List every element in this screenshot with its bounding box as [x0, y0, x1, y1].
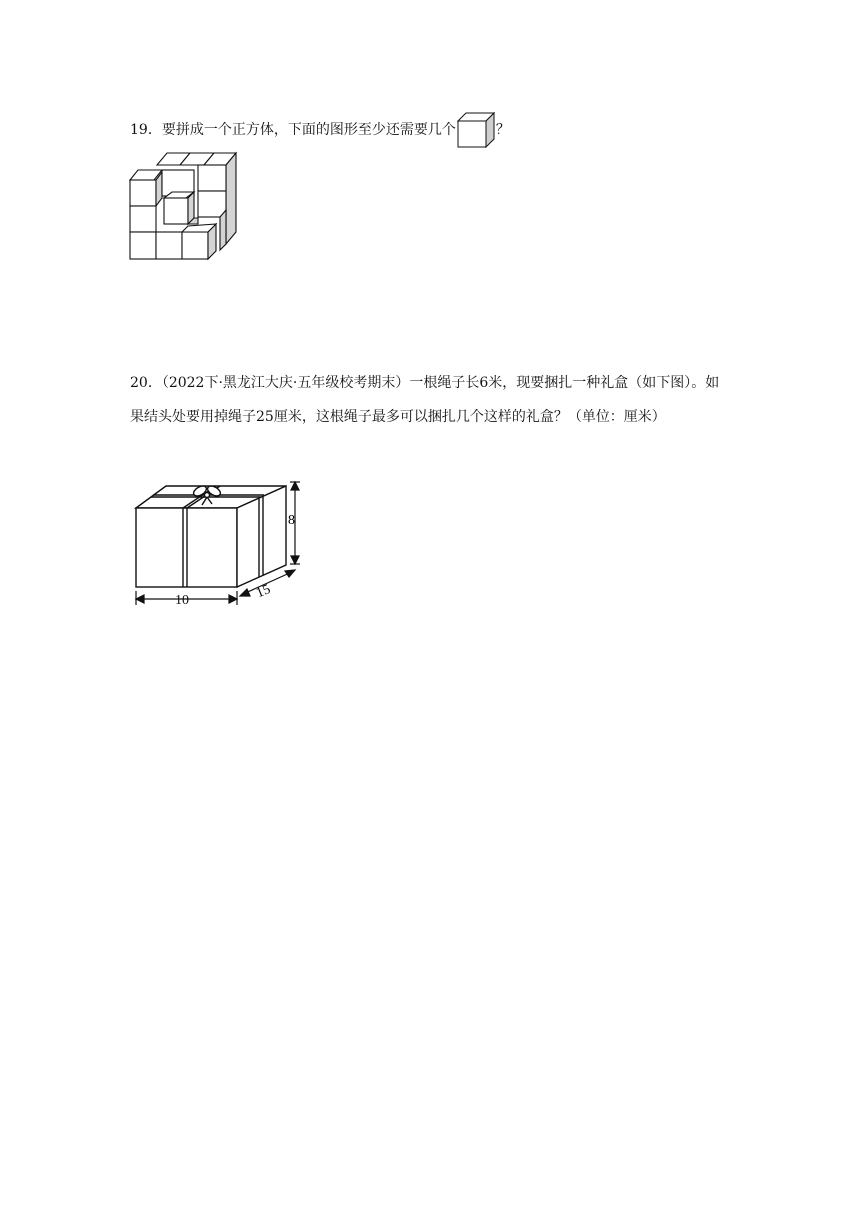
question-20-number: 20．	[130, 375, 162, 391]
dim-width-label: 10	[175, 593, 189, 608]
stacked-cubes-figure	[128, 150, 240, 266]
question-20-text: 一根绳子长6米，现要捆扎一种礼盒（如下图）。如果结头处要用掉绳子25厘米，这根绳子最多可以捆扎几个这样的礼盒？（单位：厘米）	[130, 375, 720, 425]
dim-depth-label: 15	[254, 582, 273, 602]
question-19-number: 19．	[130, 122, 162, 138]
question-19-text-after: ？	[495, 122, 510, 138]
question-19	[130, 112, 510, 148]
question-20-source: （2022下·黑龙江大庆·五年级校考期末）	[161, 375, 410, 391]
gift-box-figure	[128, 478, 308, 614]
question-19-text-before: 要拼成一个正方体，下面的图形至少还需要几个	[161, 122, 456, 138]
dim-height-label: 8	[288, 513, 295, 528]
unit-cube-icon	[457, 112, 495, 148]
question-20	[130, 366, 730, 434]
